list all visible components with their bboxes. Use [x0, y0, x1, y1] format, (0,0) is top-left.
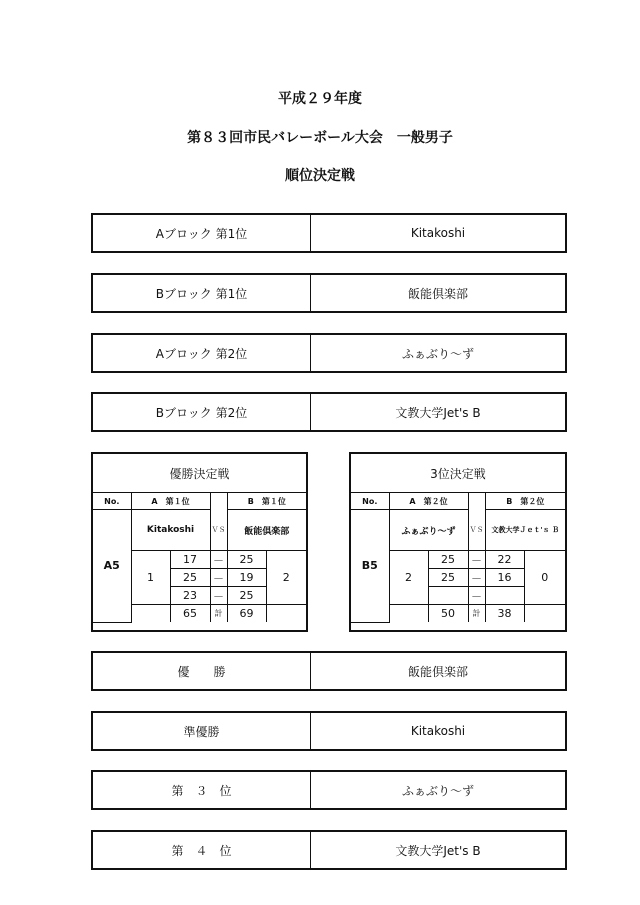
vs-spacer — [210, 493, 227, 510]
set-separator: － — [210, 569, 227, 587]
set-score-b: 25 — [227, 551, 266, 569]
result-label: 第 ３ 位 — [93, 772, 311, 808]
result-label: 第 ４ 位 — [93, 832, 311, 868]
team-b-name: 文教大学Ｊｅｔ'ｓ Ｂ — [485, 510, 565, 551]
set-separator: － — [468, 569, 485, 587]
standing-team: Kitakoshi — [410, 226, 466, 240]
result-row-runner-up — [91, 711, 567, 751]
year-title: 平成２９年度 — [278, 91, 362, 107]
vs-label: ＶＳ — [210, 510, 227, 551]
team-b-header: B 第１位 — [227, 493, 306, 510]
no-header: No. — [93, 493, 131, 510]
no-header: No. — [351, 493, 389, 510]
total-a: 50 — [428, 605, 468, 623]
set-score-b: 25 — [227, 587, 266, 605]
tournament-title: 第８３回市民バレーボール大会 一般男子 — [187, 130, 453, 146]
standing-label: Aブロック 第2位 — [93, 335, 311, 371]
set-separator: － — [210, 551, 227, 569]
sets-won-a: 2 — [389, 551, 428, 605]
set-separator: － — [468, 551, 485, 569]
set-score-b: 19 — [227, 569, 266, 587]
set-score-a: 25 — [428, 551, 468, 569]
vs-spacer — [468, 493, 485, 510]
result-team: 飯能倶楽部 — [407, 664, 468, 679]
standing-row-a2 — [91, 333, 567, 373]
set-score-a — [428, 587, 468, 605]
total-a: 65 — [170, 605, 210, 623]
set-score-a: 25 — [170, 569, 210, 587]
team-a-name: ふぁぶり〜ず — [389, 510, 468, 551]
team-a-header: A 第１位 — [131, 493, 210, 510]
standing-label: Bブロック 第2位 — [93, 394, 311, 430]
set-separator: － — [210, 587, 227, 605]
final-match-title: 優勝決定戦 — [93, 454, 306, 493]
empty-cell — [524, 605, 565, 623]
set-separator: － — [468, 587, 485, 605]
third-match-title: 3位決定戦 — [351, 454, 565, 493]
result-row-fourth — [91, 830, 567, 870]
set-score-b — [485, 587, 524, 605]
total-b: 38 — [485, 605, 524, 623]
standing-row-b2 — [91, 392, 567, 432]
result-team: Kitakoshi — [410, 724, 466, 738]
sets-won-b: 2 — [266, 551, 306, 605]
standing-row-b1 — [91, 273, 567, 313]
total-label: 計 — [468, 605, 485, 623]
third-match-panel — [349, 452, 567, 632]
result-label: 優 勝 — [93, 653, 311, 689]
total-label: 計 — [210, 605, 227, 623]
team-a-name: Kitakoshi — [131, 510, 210, 551]
standing-team: ふぁぶり〜ず — [401, 346, 474, 361]
total-b: 69 — [227, 605, 266, 623]
result-row-third — [91, 770, 567, 810]
match-number: A5 — [93, 510, 131, 623]
subtitle: 順位決定戦 — [285, 168, 355, 184]
set-score-b: 22 — [485, 551, 524, 569]
set-score-a: 17 — [170, 551, 210, 569]
result-label: 準優勝 — [93, 713, 311, 749]
result-row-champion — [91, 651, 567, 691]
result-team: 文教大学Jet's B — [395, 843, 481, 858]
team-b-name: 飯能倶楽部 — [227, 510, 306, 551]
standing-row-a1 — [91, 213, 567, 253]
team-a-header: A 第２位 — [389, 493, 468, 510]
result-team: ふぁぶり〜ず — [401, 783, 474, 798]
standing-label: Aブロック 第1位 — [93, 215, 311, 251]
third-score-table — [351, 493, 565, 623]
standing-team: 文教大学Jet's B — [395, 405, 481, 420]
team-b-header: B 第２位 — [485, 493, 565, 510]
standing-team: 飯能倶楽部 — [407, 286, 468, 301]
match-number: B5 — [351, 510, 389, 623]
standing-label: Bブロック 第1位 — [93, 275, 311, 311]
set-score-b: 16 — [485, 569, 524, 587]
set-score-a: 23 — [170, 587, 210, 605]
final-match-panel — [91, 452, 308, 632]
empty-cell — [131, 605, 170, 623]
vs-label: ＶＳ — [468, 510, 485, 551]
final-score-table — [93, 493, 306, 623]
empty-cell — [266, 605, 306, 623]
sets-won-a: 1 — [131, 551, 170, 605]
set-score-a: 25 — [428, 569, 468, 587]
empty-cell — [389, 605, 428, 623]
sets-won-b: 0 — [524, 551, 565, 605]
